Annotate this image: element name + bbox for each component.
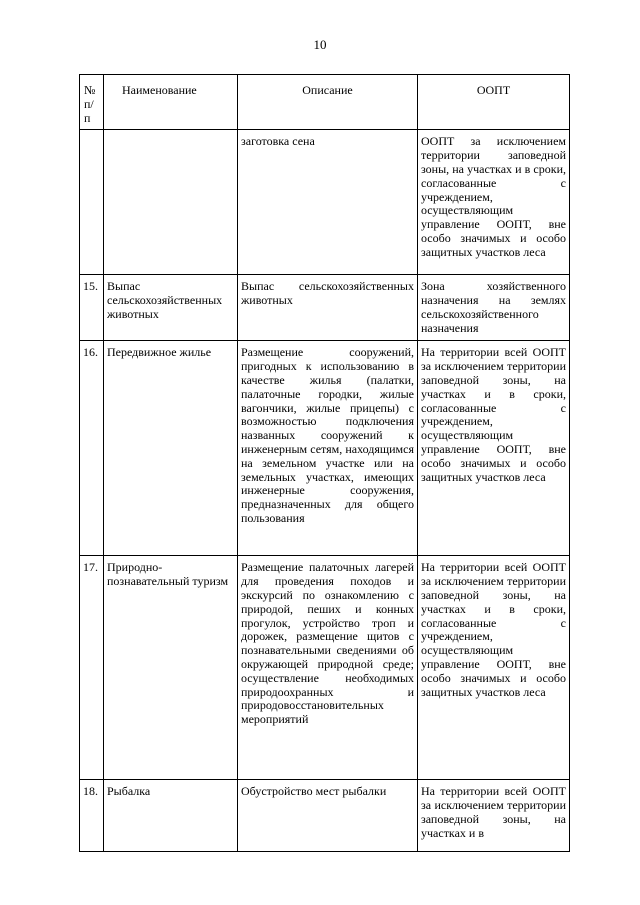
table-row — [80, 341, 570, 556]
row-num: 15. — [80, 275, 104, 341]
regime-table — [79, 74, 570, 852]
row-name: Рыбалка — [104, 780, 238, 852]
row-name: Выпас сельскохозяйственных животных — [104, 275, 238, 341]
row-name: Природно-познавательный туризм — [104, 556, 238, 780]
row-oopt: На территории всей ООПТ за исключением территории заповедной зоны, на участках и в сроки, согласованные с учреждением, осуществляющим управление ООПТ, вне особо значимых и особо защитных участков леса — [418, 556, 570, 780]
page-number: 10 — [313, 37, 327, 52]
table-row — [80, 556, 570, 780]
row-oopt: Зона хозяйственного назначения на землях сельскохозяйственного назначения — [418, 275, 570, 341]
row-num: 17. — [80, 556, 104, 780]
row-oopt: ООПТ за исключением территории заповедной зоны, на участках и в сроки, согласованные с учреждением, осуществляющим управление ООПТ, вне особо значимых и особо защитных участков леса — [418, 130, 570, 275]
row-description: Размещение сооружений, пригодных к использованию в качестве жилья (палатки, палаточные городки, жилые вагончики, жилые прицепы) с возможностью подключения названных сооружений к инженерным сетям, находящимся на земельном участке или на земельных участках, имеющих инженерные сооружения, предназначенных для общего пользования — [238, 341, 418, 556]
row-name — [104, 130, 238, 275]
table-row — [80, 130, 570, 275]
table-header — [80, 75, 570, 130]
row-num — [80, 130, 104, 275]
header-description: Описание — [238, 75, 418, 130]
row-description: Размещение палаточных лагерей для проведения походов и экскурсий по ознакомлению с природой, пеших и конных прогулок, устройство троп и дорожек, размещение щитов с познавательными сведениями об окружающей природной среде; осуществление необходимых природоохранных и природовосстановительных мероприятий — [238, 556, 418, 780]
table-body — [80, 130, 570, 852]
row-num: 18. — [80, 780, 104, 852]
header-oopt: ООПТ — [418, 75, 570, 130]
row-description: Обустройство мест рыбалки — [238, 780, 418, 852]
table-header-row — [80, 75, 570, 130]
row-num: 16. — [80, 341, 104, 556]
row-description: Выпас сельскохозяйственных животных — [238, 275, 418, 341]
row-oopt: На территории всей ООПТ за исключением территории заповедной зоны, на участках и в — [418, 780, 570, 852]
table-row — [80, 275, 570, 341]
row-oopt: На территории всей ООПТ за исключением территории заповедной зоны, на участках и в сроки, согласованные с учреждением, осуществляющим управление ООПТ, вне особо значимых и особо защитных участков леса — [418, 341, 570, 556]
table-row — [80, 780, 570, 852]
row-description: заготовка сена — [238, 130, 418, 275]
header-name: Наименование — [104, 75, 238, 130]
row-name: Передвижное жилье — [104, 341, 238, 556]
header-num: № п/п — [80, 75, 104, 130]
